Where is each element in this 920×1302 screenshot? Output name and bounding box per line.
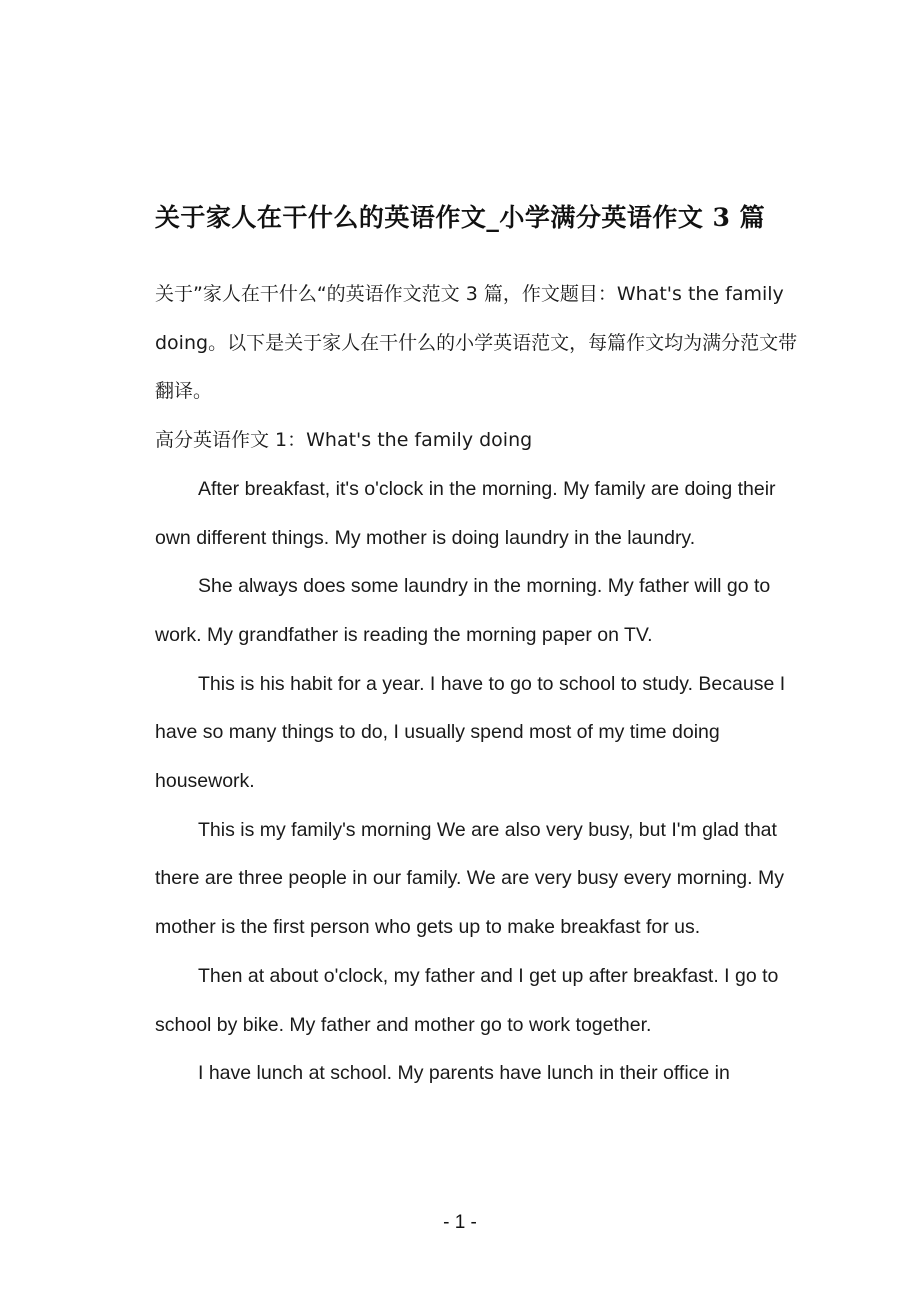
- essay-paragraph: This is his habit for a year. I have to go to school to study. Because I have so many things to do, I usually spend most of my time doing housework.: [155, 672, 786, 793]
- intro-paragraph: 关于”家人在干什么“的英语作文范文 3 篇，作文题目：What's the family doing。以下是关于家人在干什么的小学英语范文，每篇作文均为满分范文带翻译。: [155, 283, 798, 403]
- essay-paragraph: Then at about o'clock, my father and I get up after breakfast. I go to school by bike. My father and mother go to work together.: [155, 964, 779, 1036]
- page-number: - 1 -: [443, 1212, 477, 1233]
- essay-paragraph: She always does some laundry in the morning. My father will go to work. My grandfather is reading the morning paper on TV.: [155, 575, 771, 646]
- essay-paragraph: This is my family's morning We are also very busy, but I'm glad that there are three people in our family. We are very busy every morning. My mother is the first person who gets up to make breakfast for us.: [155, 818, 784, 939]
- essay-heading: 高分英语作文 1：What's the family doing: [155, 429, 533, 452]
- document-title: 关于家人在干什么的英语作文_小学满分英语作文 3 篇: [154, 203, 766, 232]
- essay-paragraph: I have lunch at school. My parents have lunch in their office in: [198, 1062, 730, 1085]
- essay-paragraph: After breakfast, it's o'clock in the morning. My family are doing their own different things. My mother is doing laundry in the laundry.: [155, 477, 776, 549]
- document-body: [155, 270, 811, 1098]
